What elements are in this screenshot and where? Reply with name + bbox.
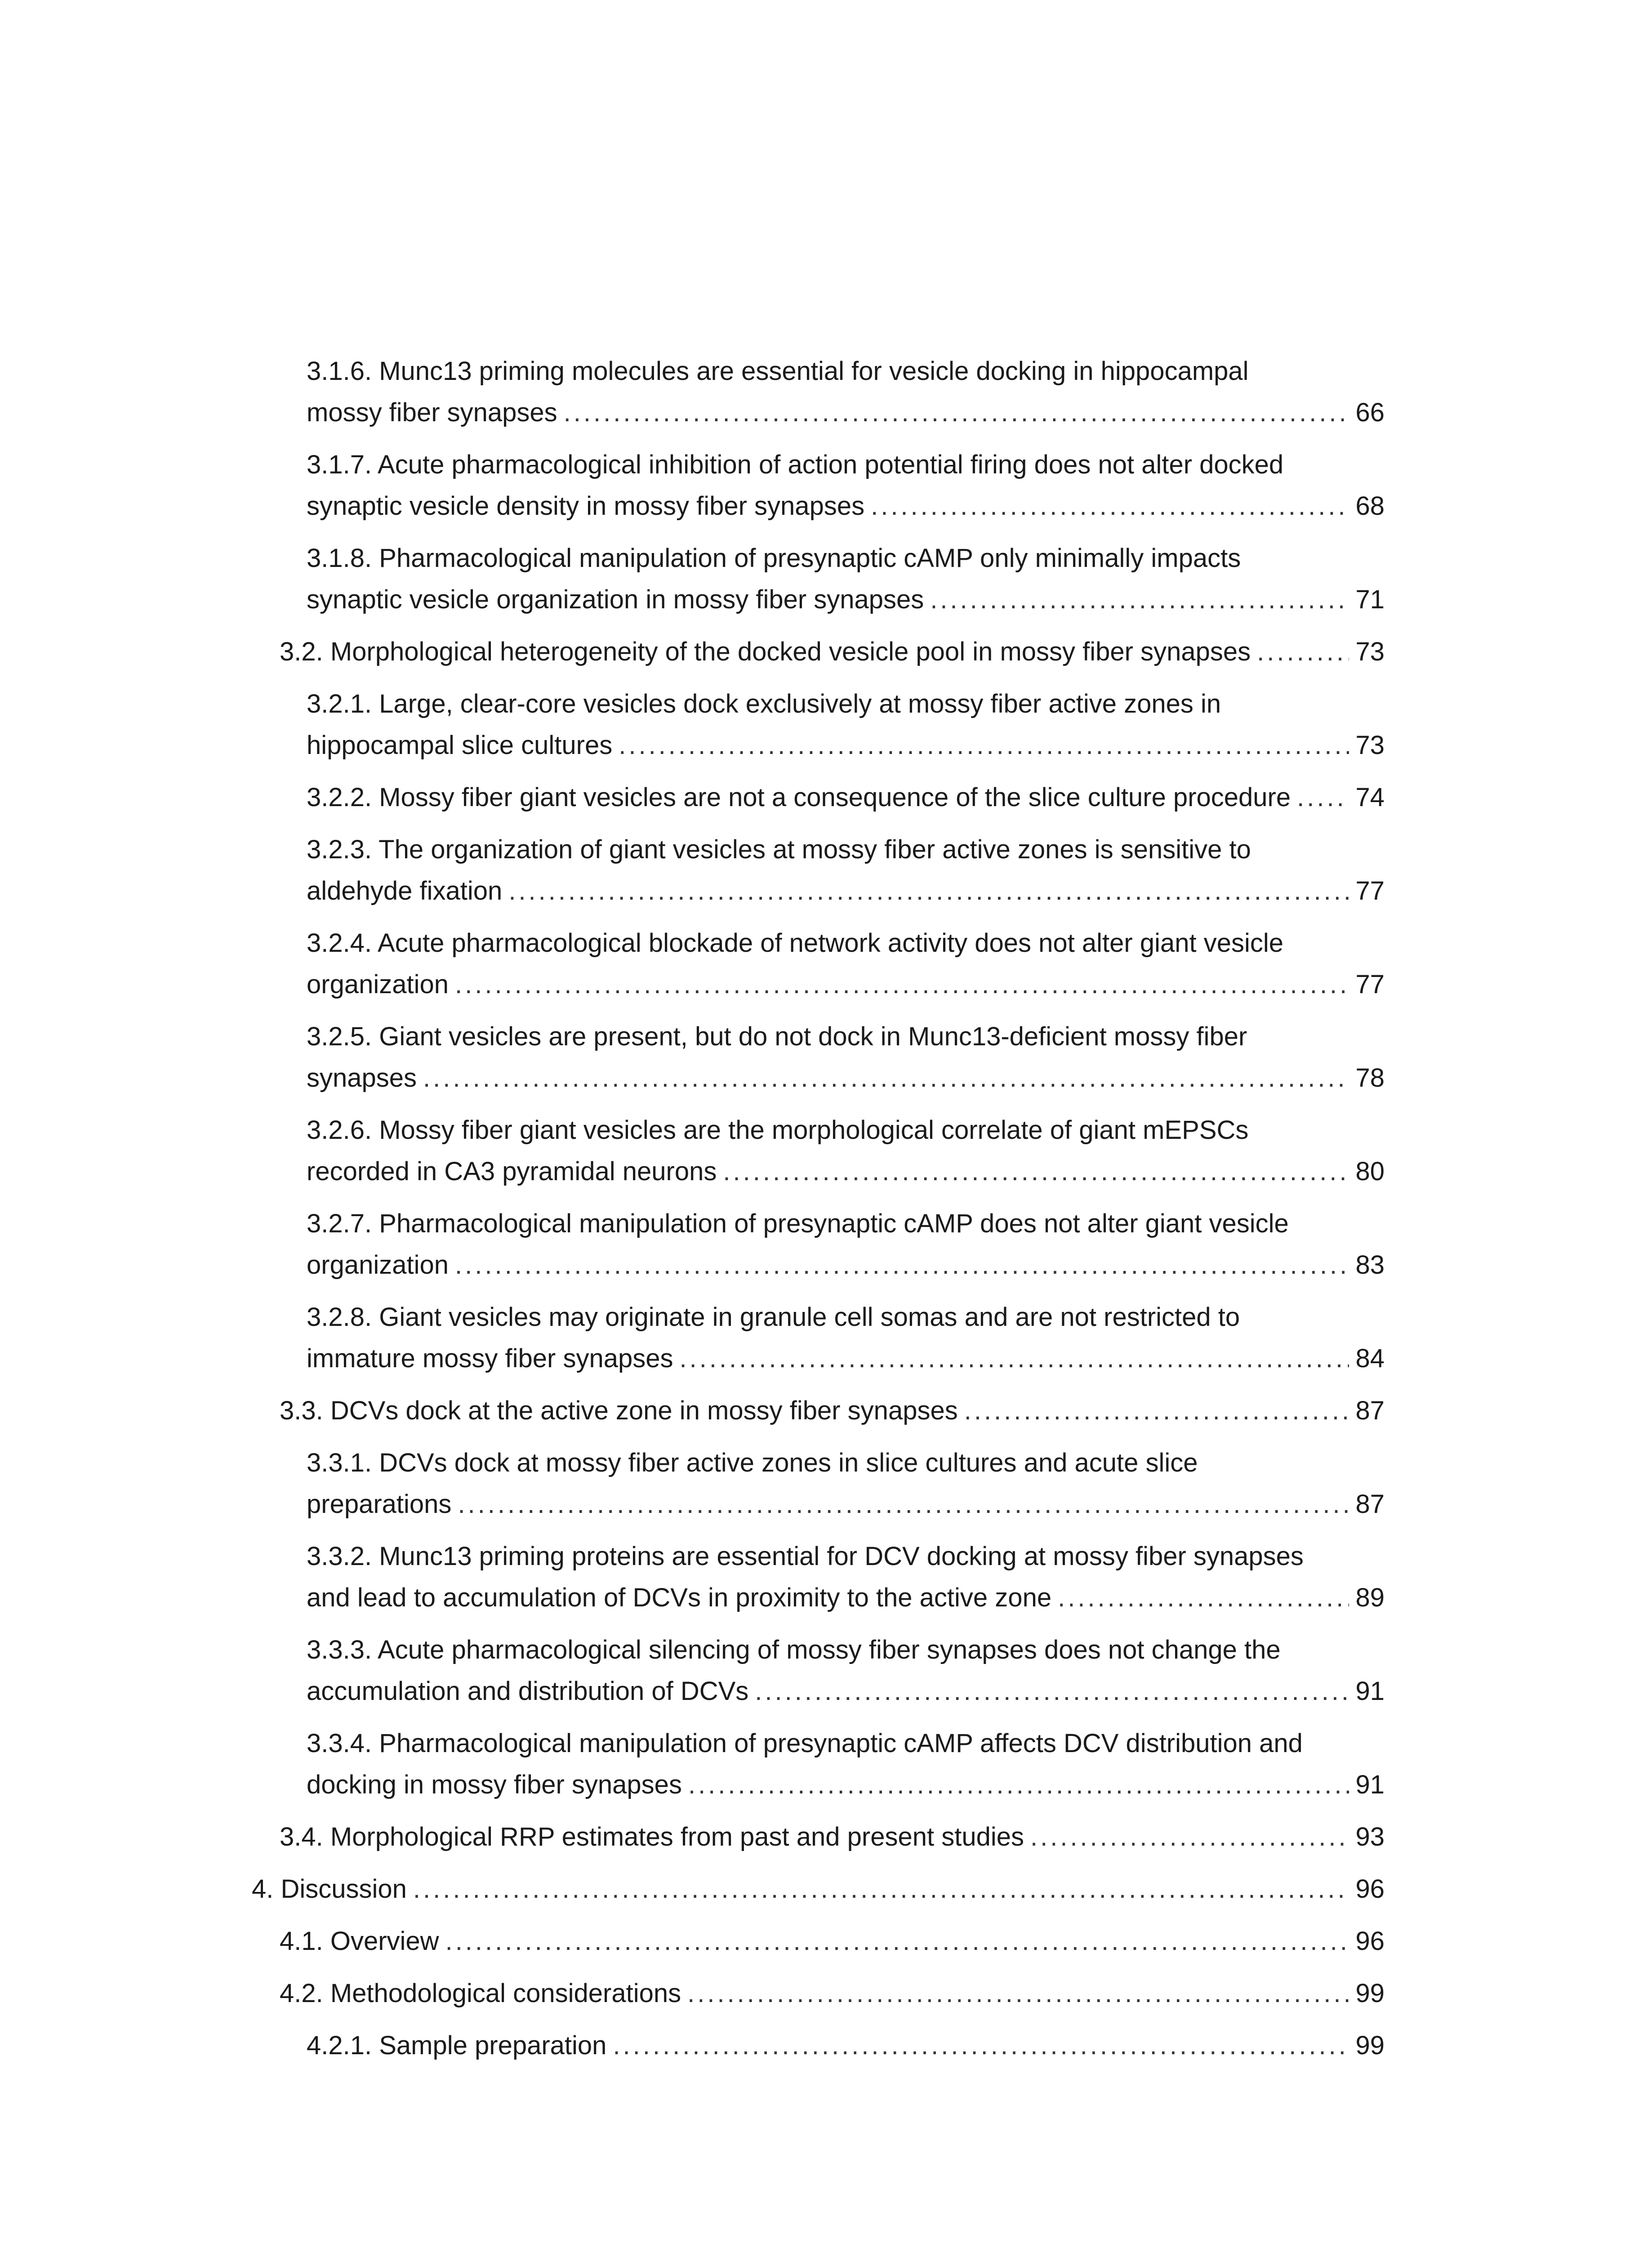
toc-entry-last-line (307, 1338, 1385, 1379)
toc-entry-title: aldehyde fixation (307, 876, 503, 905)
toc-entry-title-line: 3.3.3. Acute pharmacological silencing of mossy fiber synapses does not change the (307, 1635, 1281, 1664)
toc-entry-last-line (307, 1151, 1385, 1192)
toc-entry-last-line (307, 870, 1385, 912)
toc-entry-title-line: 3.2.6. Mossy fiber giant vesicles are the morphological correlate of giant mEPSCs (307, 1115, 1249, 1145)
dot-leader (723, 1151, 1349, 1192)
toc-entry-title: mossy fiber synapses (307, 398, 557, 427)
toc-entry-last-line (307, 1764, 1385, 1806)
toc-page-number: 87 (1355, 1490, 1385, 1519)
dot-leader (455, 1244, 1349, 1286)
dot-leader (508, 870, 1349, 912)
toc-entry-4-2[interactable] (280, 1973, 1385, 2014)
toc-page-number: 91 (1355, 1677, 1385, 1706)
toc-entry-last-line (307, 725, 1385, 766)
toc-entry-title: accumulation and distribution of DCVs (307, 1677, 749, 1706)
toc-page-number: 74 (1355, 783, 1385, 812)
toc-entry-title-line: 3.2.8. Giant vesicles may originate in granule cell somas and are not restricted to (307, 1302, 1240, 1332)
dot-leader (964, 1390, 1349, 1432)
toc-page-number: 99 (1355, 2031, 1385, 2060)
toc-entry-title-line: 3.2.5. Giant vesicles are present, but do not dock in Munc13-deficient mossy fiber (307, 1022, 1247, 1051)
toc-entry-last-line (252, 1869, 1385, 1910)
toc-entry-last-line (307, 1244, 1385, 1286)
toc-page-number: 83 (1355, 1250, 1385, 1280)
table-of-contents (0, 351, 1652, 2066)
toc-entry-3-1-7[interactable] (307, 444, 1385, 527)
toc-entry-title-line: 3.1.7. Acute pharmacological inhibition of action potential firing does not alter docked (307, 450, 1284, 479)
toc-entry-title: hippocampal slice cultures (307, 731, 613, 760)
toc-entry-3-2-2[interactable] (307, 777, 1385, 818)
toc-entry-3-3[interactable] (280, 1390, 1385, 1432)
toc-entry-title: docking in mossy fiber synapses (307, 1770, 682, 1799)
toc-entry-title: recorded in CA3 pyramidal neurons (307, 1157, 717, 1186)
toc-entry-3-3-1[interactable] (307, 1442, 1385, 1525)
dot-leader (619, 725, 1349, 766)
toc-entry-last-line (307, 486, 1385, 527)
toc-entry-3-1-8[interactable] (307, 538, 1385, 620)
toc-entry-title-line: 3.2.1. Large, clear-core vesicles dock exclusively at mossy fiber active zones in (307, 689, 1221, 718)
toc-entry-3-2-3[interactable] (307, 829, 1385, 912)
toc-entry-title-line: 3.3.1. DCVs dock at mossy fiber active zones in slice cultures and acute slice (307, 1448, 1198, 1477)
toc-page-number: 78 (1355, 1063, 1385, 1093)
toc-entry-3-1-6[interactable] (307, 351, 1385, 433)
dot-leader (1297, 777, 1349, 818)
toc-entry-title-line: 3.1.6. Munc13 priming molecules are essential for vesicle docking in hippocampal (307, 357, 1249, 386)
toc-entry-last-line (280, 1816, 1385, 1858)
toc-page-number: 87 (1355, 1396, 1385, 1425)
toc-entry-last-line (280, 1390, 1385, 1432)
toc-entry-4[interactable] (252, 1869, 1385, 1910)
toc-entry-title: synapses (307, 1063, 417, 1093)
dot-leader (1257, 631, 1349, 673)
toc-entry-3-2-1[interactable] (307, 683, 1385, 766)
toc-page-number: 91 (1355, 1770, 1385, 1799)
toc-page-number: 96 (1355, 1927, 1385, 1956)
toc-page-number: 73 (1355, 731, 1385, 760)
dot-leader (688, 1764, 1349, 1806)
toc-entry-title: immature mossy fiber synapses (307, 1344, 673, 1373)
dot-leader (679, 1338, 1349, 1379)
toc-entry-last-line (280, 1973, 1385, 2014)
toc-entry-title: 3.2. Morphological heterogeneity of the docked vesicle pool in mossy fiber synapses (280, 637, 1251, 666)
toc-entry-3-2-5[interactable] (307, 1016, 1385, 1099)
toc-entry-title: preparations (307, 1490, 452, 1519)
toc-entry-title: and lead to accumulation of DCVs in proximity to the active zone (307, 1583, 1052, 1612)
toc-page-number: 73 (1355, 637, 1385, 666)
toc-entry-title: 4.2.1. Sample preparation (307, 2031, 607, 2060)
toc-page-number: 84 (1355, 1344, 1385, 1373)
dot-leader (871, 486, 1349, 527)
toc-entry-last-line (307, 1057, 1385, 1099)
toc-entry-title: organization (307, 1250, 449, 1280)
toc-entry-title: synaptic vesicle density in mossy fiber synapses (307, 491, 865, 521)
toc-entry-title: 4.2. Methodological considerations (280, 1979, 681, 2008)
toc-page-number: 96 (1355, 1874, 1385, 1904)
dot-leader (1058, 1577, 1349, 1619)
toc-entry-last-line (307, 777, 1385, 818)
dot-leader (445, 1921, 1349, 1962)
toc-entry-3-3-3[interactable] (307, 1629, 1385, 1712)
toc-page-number: 89 (1355, 1583, 1385, 1612)
dot-leader (613, 2025, 1349, 2066)
toc-entry-last-line (307, 2025, 1385, 2066)
toc-entry-title: 3.2.2. Mossy fiber giant vesicles are not a consequence of the slice culture procedure (307, 783, 1291, 812)
dot-leader (455, 964, 1349, 1005)
toc-page-number: 68 (1355, 491, 1385, 521)
toc-entry-3-2-4[interactable] (307, 923, 1385, 1005)
toc-entry-3-3-4[interactable] (307, 1723, 1385, 1806)
toc-entry-last-line (307, 1671, 1385, 1712)
toc-entry-title: 3.3. DCVs dock at the active zone in mossy fiber synapses (280, 1396, 958, 1425)
toc-page-number: 99 (1355, 1979, 1385, 2008)
toc-entry-title-line: 3.3.2. Munc13 priming proteins are essential for DCV docking at mossy fiber synapses (307, 1542, 1304, 1571)
dot-leader (564, 392, 1349, 433)
toc-entry-last-line (280, 1921, 1385, 1962)
dot-leader (458, 1484, 1349, 1525)
toc-entry-4-1[interactable] (280, 1921, 1385, 1962)
toc-entry-title-line: 3.2.4. Acute pharmacological blockade of network activity does not alter giant vesicle (307, 928, 1283, 958)
dot-leader (687, 1973, 1349, 2014)
toc-page-number: 77 (1355, 876, 1385, 905)
toc-entry-3-2[interactable] (280, 631, 1385, 673)
toc-entry-last-line (307, 1484, 1385, 1525)
toc-entry-last-line (307, 1577, 1385, 1619)
toc-entry-3-2-8[interactable] (307, 1297, 1385, 1379)
toc-entry-last-line (280, 631, 1385, 673)
toc-entry-title: synaptic vesicle organization in mossy fiber synapses (307, 585, 924, 614)
dot-leader (755, 1671, 1349, 1712)
toc-page-number: 93 (1355, 1822, 1385, 1851)
toc-entry-3-2-6[interactable] (307, 1110, 1385, 1192)
toc-entry-last-line (307, 964, 1385, 1005)
toc-entry-title-line: 3.1.8. Pharmacological manipulation of presynaptic cAMP only minimally impacts (307, 544, 1241, 573)
toc-entry-title-line: 3.3.4. Pharmacological manipulation of presynaptic cAMP affects DCV distribution and (307, 1729, 1303, 1758)
toc-page-number: 66 (1355, 398, 1385, 427)
toc-entry-last-line (307, 579, 1385, 620)
dot-leader (930, 579, 1349, 620)
dot-leader (413, 1869, 1349, 1910)
toc-page-number: 80 (1355, 1157, 1385, 1186)
dot-leader (1030, 1816, 1349, 1858)
toc-entry-3-4[interactable] (280, 1816, 1385, 1858)
toc-entry-3-2-7[interactable] (307, 1203, 1385, 1286)
toc-entry-last-line (307, 392, 1385, 433)
toc-entry-4-2-1[interactable] (307, 2025, 1385, 2066)
toc-page-number: 71 (1355, 585, 1385, 614)
toc-entry-title-line: 3.2.3. The organization of giant vesicles at mossy fiber active zones is sensitive to (307, 835, 1251, 864)
toc-page-number: 77 (1355, 970, 1385, 999)
toc-entry-title: organization (307, 970, 449, 999)
dot-leader (423, 1057, 1349, 1099)
toc-entry-title: 4. Discussion (252, 1874, 407, 1904)
toc-entry-title: 4.1. Overview (280, 1927, 439, 1956)
toc-entry-title: 3.4. Morphological RRP estimates from past and present studies (280, 1822, 1024, 1851)
toc-entry-3-3-2[interactable] (307, 1536, 1385, 1619)
toc-entry-title-line: 3.2.7. Pharmacological manipulation of presynaptic cAMP does not alter giant vesicle (307, 1209, 1289, 1238)
